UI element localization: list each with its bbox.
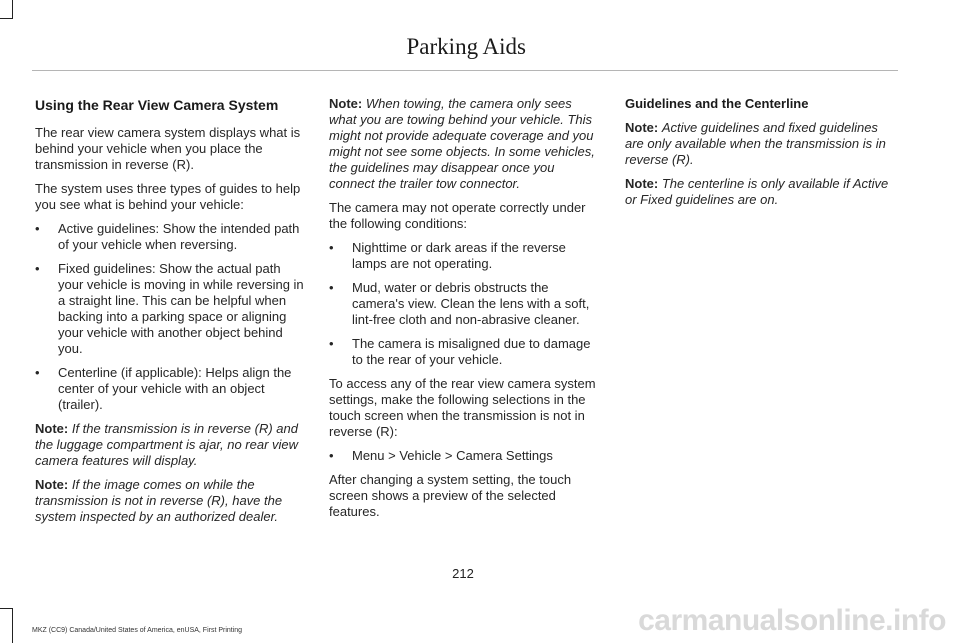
note <box>329 96 601 192</box>
crop-mark-bottom-left-h <box>0 608 13 609</box>
note <box>35 421 307 469</box>
page-title: Parking Aids <box>406 34 526 59</box>
list-item: • Menu > Vehicle > Camera Settings <box>329 448 601 464</box>
note-text: When towing, the camera only sees what you are towing behind your vehicle. This might not provide adequate coverage and you might not see some objects. In some vehicles, the guidelines may disappear once you connect the trailer tow connector. <box>329 96 595 191</box>
section-heading: Guidelines and the Centerline <box>625 96 809 111</box>
column-2 <box>329 96 601 528</box>
bullet-list <box>329 240 601 368</box>
page-number: 212 <box>452 566 474 581</box>
paragraph: The camera may not operate correctly under the following conditions: <box>329 200 586 231</box>
paragraph: The system uses three types of guides to help you see what is behind your vehicle: <box>35 181 301 212</box>
note <box>625 120 897 168</box>
note-label: Note: <box>625 120 659 135</box>
note-text: The centerline is only available if Active or Fixed guidelines are on. <box>625 176 889 207</box>
note-text: If the image comes on while the transmission is not in reverse (R), have the system inspected by an authorized dealer. <box>35 477 283 524</box>
list-item: • Active guidelines: Show the intended path of your vehicle when reversing. <box>35 221 307 253</box>
bullet-list <box>35 221 307 413</box>
note-text: Active guidelines and fixed guidelines are only available when the transmission is in reverse (R). <box>625 120 886 167</box>
bullet-list <box>329 448 601 464</box>
note-label: Note: <box>625 176 659 191</box>
list-item: • The camera is misaligned due to damage to the rear of your vehicle. <box>329 336 601 368</box>
note-label: Note: <box>35 421 69 436</box>
note-label: Note: <box>35 477 69 492</box>
column-3 <box>625 96 897 216</box>
watermark: carmanualsonline.info <box>638 604 946 637</box>
header-rule <box>32 70 898 71</box>
list-item: • Mud, water or debris obstructs the camera's view. Clean the lens with a soft, lint-free cloth and non-abrasive cleaner. <box>329 280 601 328</box>
column-1 <box>35 96 307 533</box>
crop-mark-bottom-left-v <box>12 608 13 643</box>
crop-mark-top-left-h <box>0 18 13 19</box>
paragraph: The rear view camera system displays what is behind your vehicle when you place the transmission in reverse (R). <box>35 125 301 172</box>
list-item: • Centerline (if applicable): Helps align the center of your vehicle with an object (trailer). <box>35 365 307 413</box>
note-text: If the transmission is in reverse (R) and the luggage compartment is ajar, no rear view camera features will display. <box>35 421 299 468</box>
note <box>625 176 897 208</box>
note <box>35 477 307 525</box>
crop-mark-top-left-v <box>12 0 13 18</box>
printing-info: MKZ (CC9) Canada/United States of America, enUSA, First Printing <box>32 627 243 634</box>
section-heading: Using the Rear View Camera System <box>35 97 279 113</box>
note-label: Note: <box>329 96 363 111</box>
list-item: • Fixed guidelines: Show the actual path your vehicle is moving in while reversing in a straight line. This can be helpful when backing into a parking space or aligning your vehicle with another object behind you. <box>35 261 307 357</box>
paragraph: To access any of the rear view camera system settings, make the following selections in the touch screen when the transmission is not in reverse (R): <box>329 376 596 439</box>
list-item: • Nighttime or dark areas if the reverse lamps are not operating. <box>329 240 601 272</box>
paragraph: After changing a system setting, the touch screen shows a preview of the selected features. <box>329 472 572 519</box>
